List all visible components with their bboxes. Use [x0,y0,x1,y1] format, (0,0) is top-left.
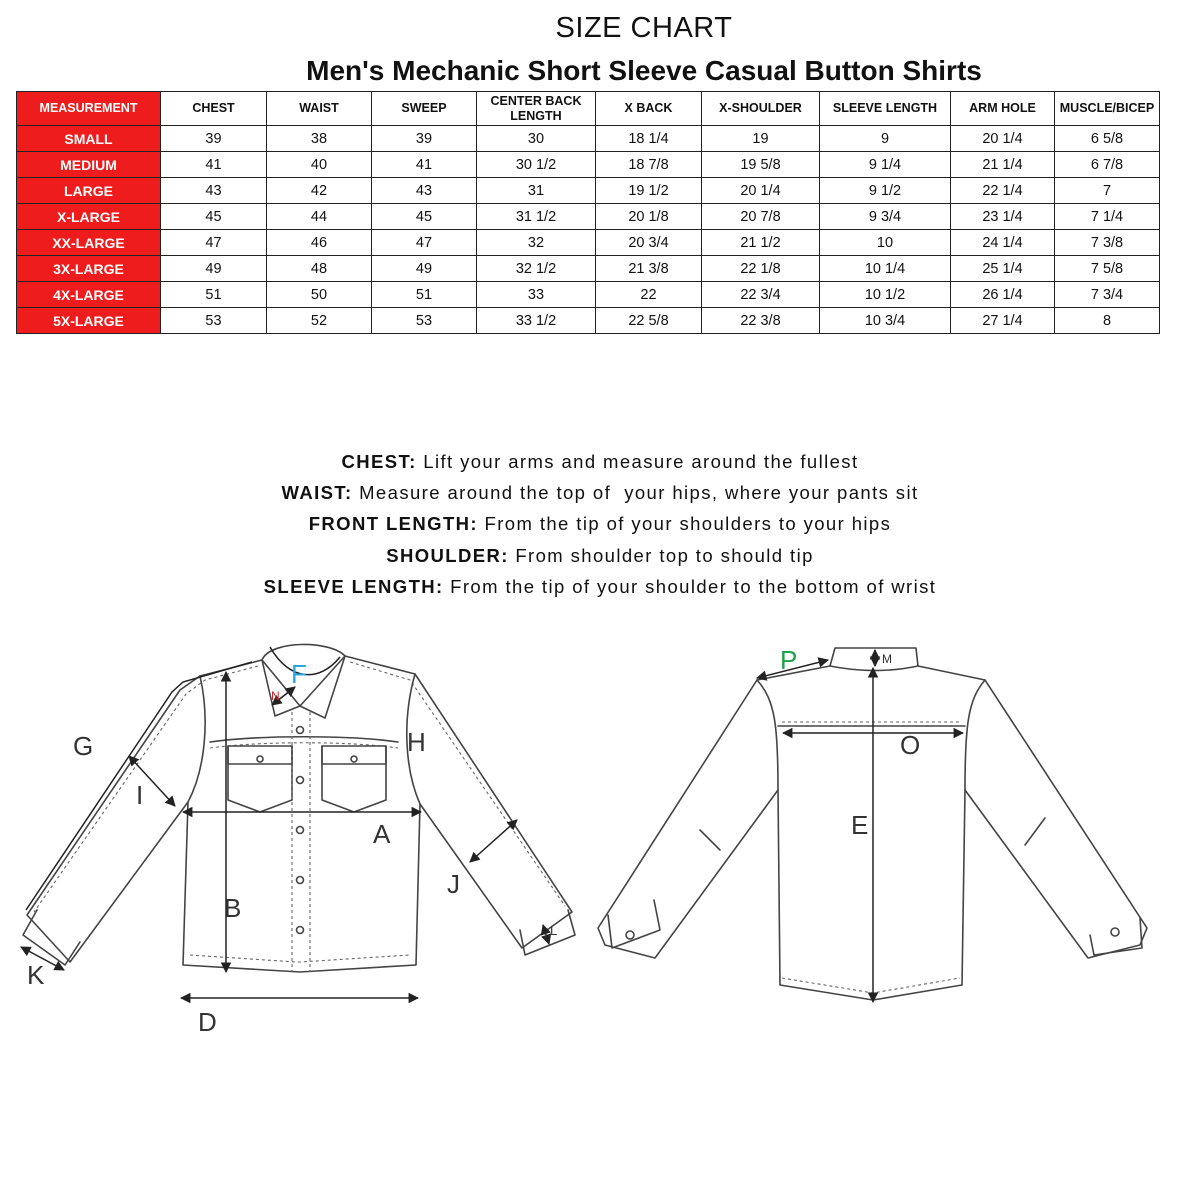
instruction-waist [0,477,1200,508]
measurement-cell: 20 1/4 [702,178,820,204]
header-x-shoulder: X-SHOULDER [702,92,820,126]
instruction-text: Measure around the top of your hips, where your pants sit [359,482,919,504]
measurement-cell: 43 [372,178,477,204]
measurement-cell: 30 [477,126,596,152]
label-O: O [900,730,921,760]
label-G: G [73,731,94,761]
measurement-cell: 21 1/4 [951,152,1055,178]
size-label-cell: 5X-LARGE [17,308,161,334]
measurement-cell: 9 [820,126,951,152]
measurement-cell: 21 1/2 [702,230,820,256]
measurement-cell: 18 1/4 [596,126,702,152]
table-row [17,230,1160,256]
measurement-cell: 10 3/4 [820,308,951,334]
measurement-cell: 22 1/8 [702,256,820,282]
measurement-cell: 22 1/4 [951,178,1055,204]
table-row [17,282,1160,308]
instruction-label: SLEEVE LENGTH: [263,575,444,597]
measurement-cell: 31 1/2 [477,204,596,230]
instruction-text: From the tip of your shoulder to the bottom of wrist [450,575,937,597]
measurement-cell: 20 1/8 [596,204,702,230]
measurement-cell: 49 [372,256,477,282]
label-H: H [407,727,426,757]
instruction-shoulder [0,540,1200,571]
measurement-cell: 48 [267,256,372,282]
header-x-back: X BACK [596,92,702,126]
shirt-back-illustration [598,645,1147,1002]
label-M: M [882,652,892,666]
measurement-cell: 7 [1055,178,1160,204]
instruction-text: Lift your arms and measure around the fullest [423,451,859,472]
size-label-cell: XX-LARGE [17,230,161,256]
instruction-chest [0,446,1200,477]
measurement-cell: 22 5/8 [596,308,702,334]
measurement-cell: 32 [477,230,596,256]
measurement-cell: 45 [372,204,477,230]
header-center-back-length: CENTER BACK LENGTH [477,92,596,126]
header-chest: CHEST [161,92,267,126]
label-D: D [198,1007,217,1037]
label-N: N [271,689,280,703]
header-measurement: MEASUREMENT [17,92,161,126]
measurement-instructions [0,446,1200,602]
measurement-cell: 45 [161,204,267,230]
shirt-measurement-diagram [0,620,1200,1040]
size-label-cell: 4X-LARGE [17,282,161,308]
measurement-cell: 40 [267,152,372,178]
measurement-cell: 9 1/2 [820,178,951,204]
size-table [16,91,1160,334]
measurement-cell: 38 [267,126,372,152]
measurement-cell: 8 [1055,308,1160,334]
measurement-cell: 52 [267,308,372,334]
measurement-cell: 53 [161,308,267,334]
table-header-row [17,92,1160,126]
label-I: I [136,780,144,810]
measurement-cell: 46 [267,230,372,256]
measurement-cell: 41 [161,152,267,178]
measurement-cell: 9 3/4 [820,204,951,230]
measurement-cell: 20 7/8 [702,204,820,230]
table-row [17,256,1160,282]
measurement-cell: 10 [820,230,951,256]
measurement-cell: 18 7/8 [596,152,702,178]
measurement-cell: 25 1/4 [951,256,1055,282]
measurement-cell: 7 3/8 [1055,230,1160,256]
measurement-cell: 19 1/2 [596,178,702,204]
measurement-cell: 7 3/4 [1055,282,1160,308]
measurement-cell: 33 1/2 [477,308,596,334]
measurement-cell: 7 1/4 [1055,204,1160,230]
measurement-cell: 39 [372,126,477,152]
table-row [17,204,1160,230]
instruction-label: SHOULDER: [386,544,509,566]
measurement-cell: 53 [372,308,477,334]
measurement-cell: 43 [161,178,267,204]
label-E: E [851,810,869,840]
instruction-sleeve-length [0,571,1200,602]
header-arm-hole: ARM HOLE [951,92,1055,126]
measurement-cell: 47 [372,230,477,256]
measurement-cell: 44 [267,204,372,230]
measurement-cell: 9 1/4 [820,152,951,178]
measurement-cell: 19 [702,126,820,152]
measurement-cell: 27 1/4 [951,308,1055,334]
measurement-cell: 19 5/8 [702,152,820,178]
measurement-cell: 22 3/4 [702,282,820,308]
header-sleeve-length: SLEEVE LENGTH [820,92,951,126]
measurement-cell: 24 1/4 [951,230,1055,256]
table-row [17,152,1160,178]
instruction-label: FRONT LENGTH: [308,513,478,535]
table-row [17,178,1160,204]
measurement-cell: 51 [372,282,477,308]
label-A: A [373,819,391,849]
measurement-cell: 10 1/4 [820,256,951,282]
header-sweep: SWEEP [372,92,477,126]
header-muscle-bicep: MUSCLE/BICEP [1055,92,1160,126]
size-label-cell: MEDIUM [17,152,161,178]
measurement-cell: 41 [372,152,477,178]
label-K: K [27,960,45,990]
table-row [17,126,1160,152]
measurement-cell: 6 5/8 [1055,126,1160,152]
instruction-label: WAIST: [281,482,353,504]
label-J: J [447,869,460,899]
size-label-cell: SMALL [17,126,161,152]
measurement-cell: 22 3/8 [702,308,820,334]
measurement-cell: 47 [161,230,267,256]
size-label-cell: X-LARGE [17,204,161,230]
chart-title: SIZE CHART [555,12,733,44]
instruction-front-length [0,508,1200,539]
label-B: B [224,893,242,923]
measurement-cell: 6 7/8 [1055,152,1160,178]
measurement-cell: 51 [161,282,267,308]
measurement-cell: 10 1/2 [820,282,951,308]
measurement-cell: 7 5/8 [1055,256,1160,282]
measurement-cell: 39 [161,126,267,152]
size-label-cell: 3X-LARGE [17,256,161,282]
label-F: F [291,659,307,689]
measurement-cell: 32 1/2 [477,256,596,282]
measurement-cell: 31 [477,178,596,204]
instruction-text: From the tip of your shoulders to your hips [484,513,892,535]
measurement-cell: 20 1/4 [951,126,1055,152]
table-row [17,308,1160,334]
measurement-cell: 42 [267,178,372,204]
header-waist: WAIST [267,92,372,126]
measurement-cell: 50 [267,282,372,308]
measurement-cell: 20 3/4 [596,230,702,256]
instruction-label: CHEST: [341,451,417,472]
measurement-cell: 33 [477,282,596,308]
instruction-text: From shoulder top to should tip [515,544,814,566]
measurement-cell: 26 1/4 [951,282,1055,308]
label-L: L [550,923,558,938]
measurement-cell: 21 3/8 [596,256,702,282]
label-P: P [780,645,798,675]
measurement-cell: 23 1/4 [951,204,1055,230]
measurement-cell: 49 [161,256,267,282]
chart-subtitle: Men's Mechanic Short Sleeve Casual Button Shirts [306,55,982,86]
measurement-cell: 22 [596,282,702,308]
shirt-front-illustration [21,644,575,1037]
size-label-cell: LARGE [17,178,161,204]
measurement-cell: 30 1/2 [477,152,596,178]
